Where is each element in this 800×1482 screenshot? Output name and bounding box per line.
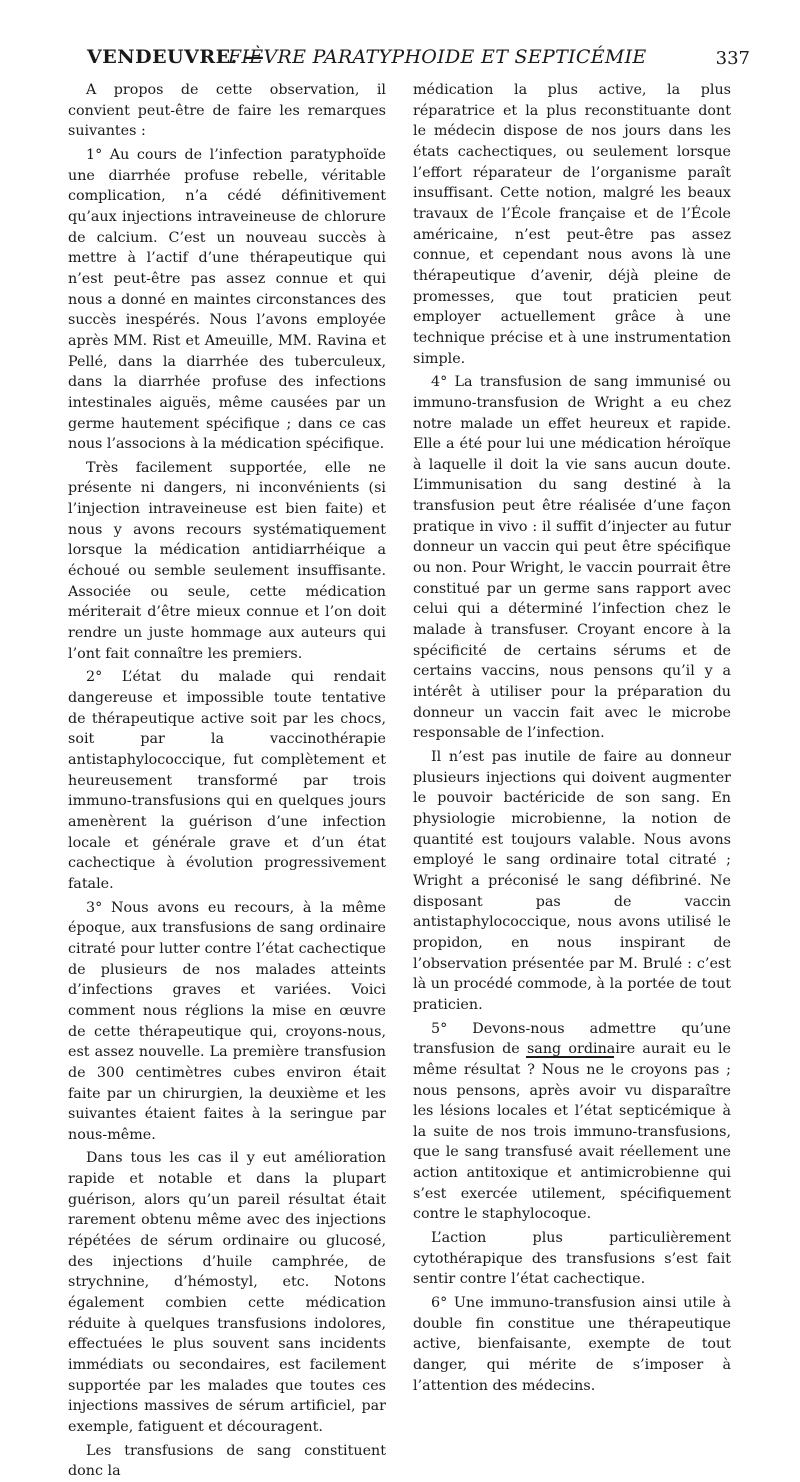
paragraph: médication la plus active, la plus réparatrice et la plus reconstituante dont le médecin dispose de nos jours dans les états cachectiques, ou seulement lorsque l’effort réparateur de l’organisme paraît insuffisant. Cette notion, malgré les beaux travaux de l’École française et de l’École américaine, n’est peut-être pas assez connue, et cependant nous avons là une thérapeutique d’avenir, déjà pleine de promesses, que tout praticien peut employer actuellement grâce à une technique précise et à une instrumentation simple. [413,82,731,367]
paragraph: 4° La transfusion de sang immunisé ou immuno-transfusion de Wright a eu chez notre malade un effet heureux et rapide. Elle a été pour lui une médication héroïque à laquelle il doit la vie sans aucun doute. L’immunisation du sang destiné à la transfusion peut être réalisée d’une façon pratique in vivo : il suffit d’injecter au futur donneur un vaccin qui peut être spécifique ou non. Pour Wright, le vaccin pourrait être constitué par un germe sans rapport avec celui qui a déterminé l’infection chez le malade à transfuser. Croyant encore à la spécificité de certains sérums et de certains vaccins, nous pensons qu’il y a intérêt à utiliser pour la préparation du donneur un vaccin fait avec le microbe responsable de l’infection. [413,374,731,742]
paragraph: Très facilement supportée, elle ne présente ni dangers, ni inconvénients (si l’injection intraveineuse est bien faite) et nous y avons recours systématiquement lorsque la médication antidiarrhéique a échoué ou semble seulement insuffisante. Associée ou seule, cette médication mériterait d’être mieux connue et l’on doit rendre un juste hommage aux auteurs qui l’ont fait connaître les premiers. [68,459,386,662]
paragraph: Il n’est pas inutile de faire au donneur plusieurs injections qui doivent augmenter le pouvoir bactéricide de son sang. En physiologie microbienne, la notion de quantité est toujours valable. Nous avons employé le sang ordinaire total citraté ; Wright a préconisé le sang défibriné. Ne disposant pas de vaccin antistaphylococcique, nous avons utilisé le propidon, en nous inspirant de l’observation présentée par M. Brulé : c’est là un procédé commode, à la portée de tout praticien. [413,749,731,1013]
paragraph: 2° L’état du malade qui rendait dangereuse et impossible toute tentative de thérapeutique active soit par les chocs, soit par la vaccinothérapie antistaphylococcique, fut complètement et heureusement transformé par trois immuno-transfusions qui en quelques jours amenèrent la guérison d’une infection locale et générale grave et d’un état cachectique à évolution progressivement fatale. [68,669,386,892]
header-author: VENDEUVRE. — [87,46,265,68]
section-end-rule [526,1056,614,1058]
paragraph: 3° Nous avons eu recours, à la même époque, aux transfusions de sang ordinaire citraté pour lutter contre l’état cachectique de plusieurs de nos malades atteints d’infections graves et variées. Voici comment nous réglions la mise en œuvre de cette thérapeutique qui, croyons-nous, est assez nouvelle. La première transfusion de 300 centimètres cubes environ était faite par un chirurgien, la deuxième et les suivantes étaient faites à la seringue par nous-même. [68,899,386,1143]
left-column [68,80,386,1482]
page-number: 337 [715,48,750,69]
running-header [60,42,750,74]
paragraph: 5° Devons-nous admettre qu’une transfusion de sang ordinaire aurait eu le même résultat ? Nous ne le croyons pas ; nous pensons, après avoir vu disparaître les lésions locales et l’état septicémique à la suite de nos trois immuno-transfusions, que le sang transfusé avait réellement une action antitoxique et antimicrobienne qui s’est exercée utilement, spécifiquement contre le staphylocoque. [413,1020,731,1223]
header-title: FIÈVRE PARATYPHOIDE ET SEPTICÉMIE [228,46,647,68]
paragraph: Les transfusions de sang constituent donc la [68,1442,386,1480]
paragraph: L’action plus particulièrement cytothérapique des transfusions s’est fait sentir contre l’état cachectique. [413,1230,731,1288]
paragraph: 6° Une immuno-transfusion ainsi utile à double fin constitue une thérapeutique active, bienfaisante, exempte de tout danger, qui mérite de s’imposer à l’attention des médecins. [413,1295,731,1394]
paragraph: 1° Au cours de l’infection paratyphoïde une diarrhée profuse rebelle, véritable complication, n’a cédé définitivement qu’aux injections intraveineuse de chlorure de calcium. C’est un nouveau succès à mettre à l’actif d’une thérapeutique qui n’est peut-être pas assez connue et qui nous a donné en maintes circonstances des succès inespérés. Nous l’avons employée après MM. Rist et Ameuille, MM. Ravina et Pellé, dans la diarrhée des tuberculeux, dans la diarrhée profuse des infections intestinales aiguës, même causées par un germe hautement spécifique ; dans ce cas nous l’associons à la médication spécifique. [68,146,386,453]
paragraph: A propos de cette observation, il convient peut-être de faire les remarques suivantes : [68,82,386,140]
right-column [413,80,731,1396]
paragraph: Dans tous les cas il y eut amélioration rapide et notable et dans la plupart guérison, alors qu’un pareil résultat était rarement obtenu même avec des injections répétées de sérum ordinaire ou glucosé, des injections d’huile camphrée, de strychnine, d’hémostyl, etc. Notons également combien cette médication réduite à quelques transfusions indolores, effectuées le plus souvent sans incidents immédiats ou secondaires, est facilement supportée par les malades que toutes ces injections massives de sérum artificiel, par exemple, fatiguent et découragent. [68,1150,386,1435]
